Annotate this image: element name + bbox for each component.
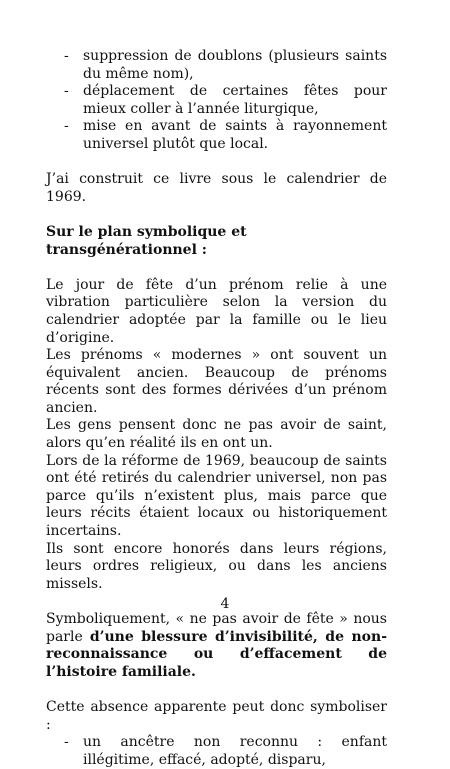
- calendar-sentence: J’ai construit ce livre sous le calendrier de 1969.: [46, 171, 387, 205]
- list-item-text: déplacement de certaines fêtes pour mieux coller à l’année liturgique,: [83, 83, 387, 117]
- paragraph: Ils sont encore honorés dans leurs régions, leurs ordres religieux, ou dans les anciens missels.: [46, 540, 387, 592]
- reform-changes-list: [46, 48, 387, 154]
- page-body: [46, 48, 387, 769]
- list-item-text: suppression de doublons (plusieurs saints du même nom),: [83, 48, 387, 82]
- dash-marker: -: [64, 83, 69, 100]
- paragraph: Le jour de fête d’un prénom relie à une vibration particulière selon la version du calendrier adoptée par la famille ou le lieu d’origine.: [46, 276, 387, 346]
- dash-marker: -: [64, 734, 69, 751]
- spacer: [46, 206, 387, 224]
- dash-marker: -: [64, 48, 69, 64]
- symbolic-paragraph: [46, 611, 387, 681]
- list-item-text: mise en avant de saints à rayonnement universel plutôt que local.: [83, 118, 387, 152]
- list-item: [46, 83, 387, 118]
- absence-intro: Cette absence apparente peut donc symboliser :: [46, 698, 387, 733]
- spacer: [46, 681, 387, 699]
- list-item: [46, 734, 387, 769]
- symbolic-emphasis: d’une blessure d’invisibilité, de non-reconnaissance ou d’effacement de l’histoire familiale.: [46, 628, 388, 680]
- spacer: [46, 259, 387, 277]
- paragraph: Les gens pensent donc ne pas avoir de saint, alors qu’en réalité ils en ont un.: [46, 417, 387, 452]
- list-item-text: un ancêtre non reconnu : enfant illégitime, effacé, adopté, disparu,: [83, 734, 387, 768]
- paragraph: Lors de la réforme de 1969, beaucoup de saints ont été retirés du calendrier universel, non pas parce qu’ils n’existent plus, mais parce que leurs récits étaient locaux ou historiquement incertains.: [46, 452, 387, 540]
- list-item: [46, 48, 387, 83]
- page-number: 4: [220, 596, 230, 612]
- list-item: [46, 118, 387, 153]
- paragraph: Les prénoms « modernes » ont souvent un équivalent ancien. Beaucoup de prénoms récents sont des formes dérivées d’un prénom ancien.: [46, 347, 387, 416]
- spacer: [46, 154, 387, 172]
- absence-list: [46, 734, 387, 769]
- dash-marker: -: [64, 118, 69, 135]
- symbolic-intro: Symboliquement, « ne pas avoir de fête » nous parle: [46, 611, 387, 645]
- section-heading: Sur le plan symbolique et transgénérationnel :: [46, 223, 247, 258]
